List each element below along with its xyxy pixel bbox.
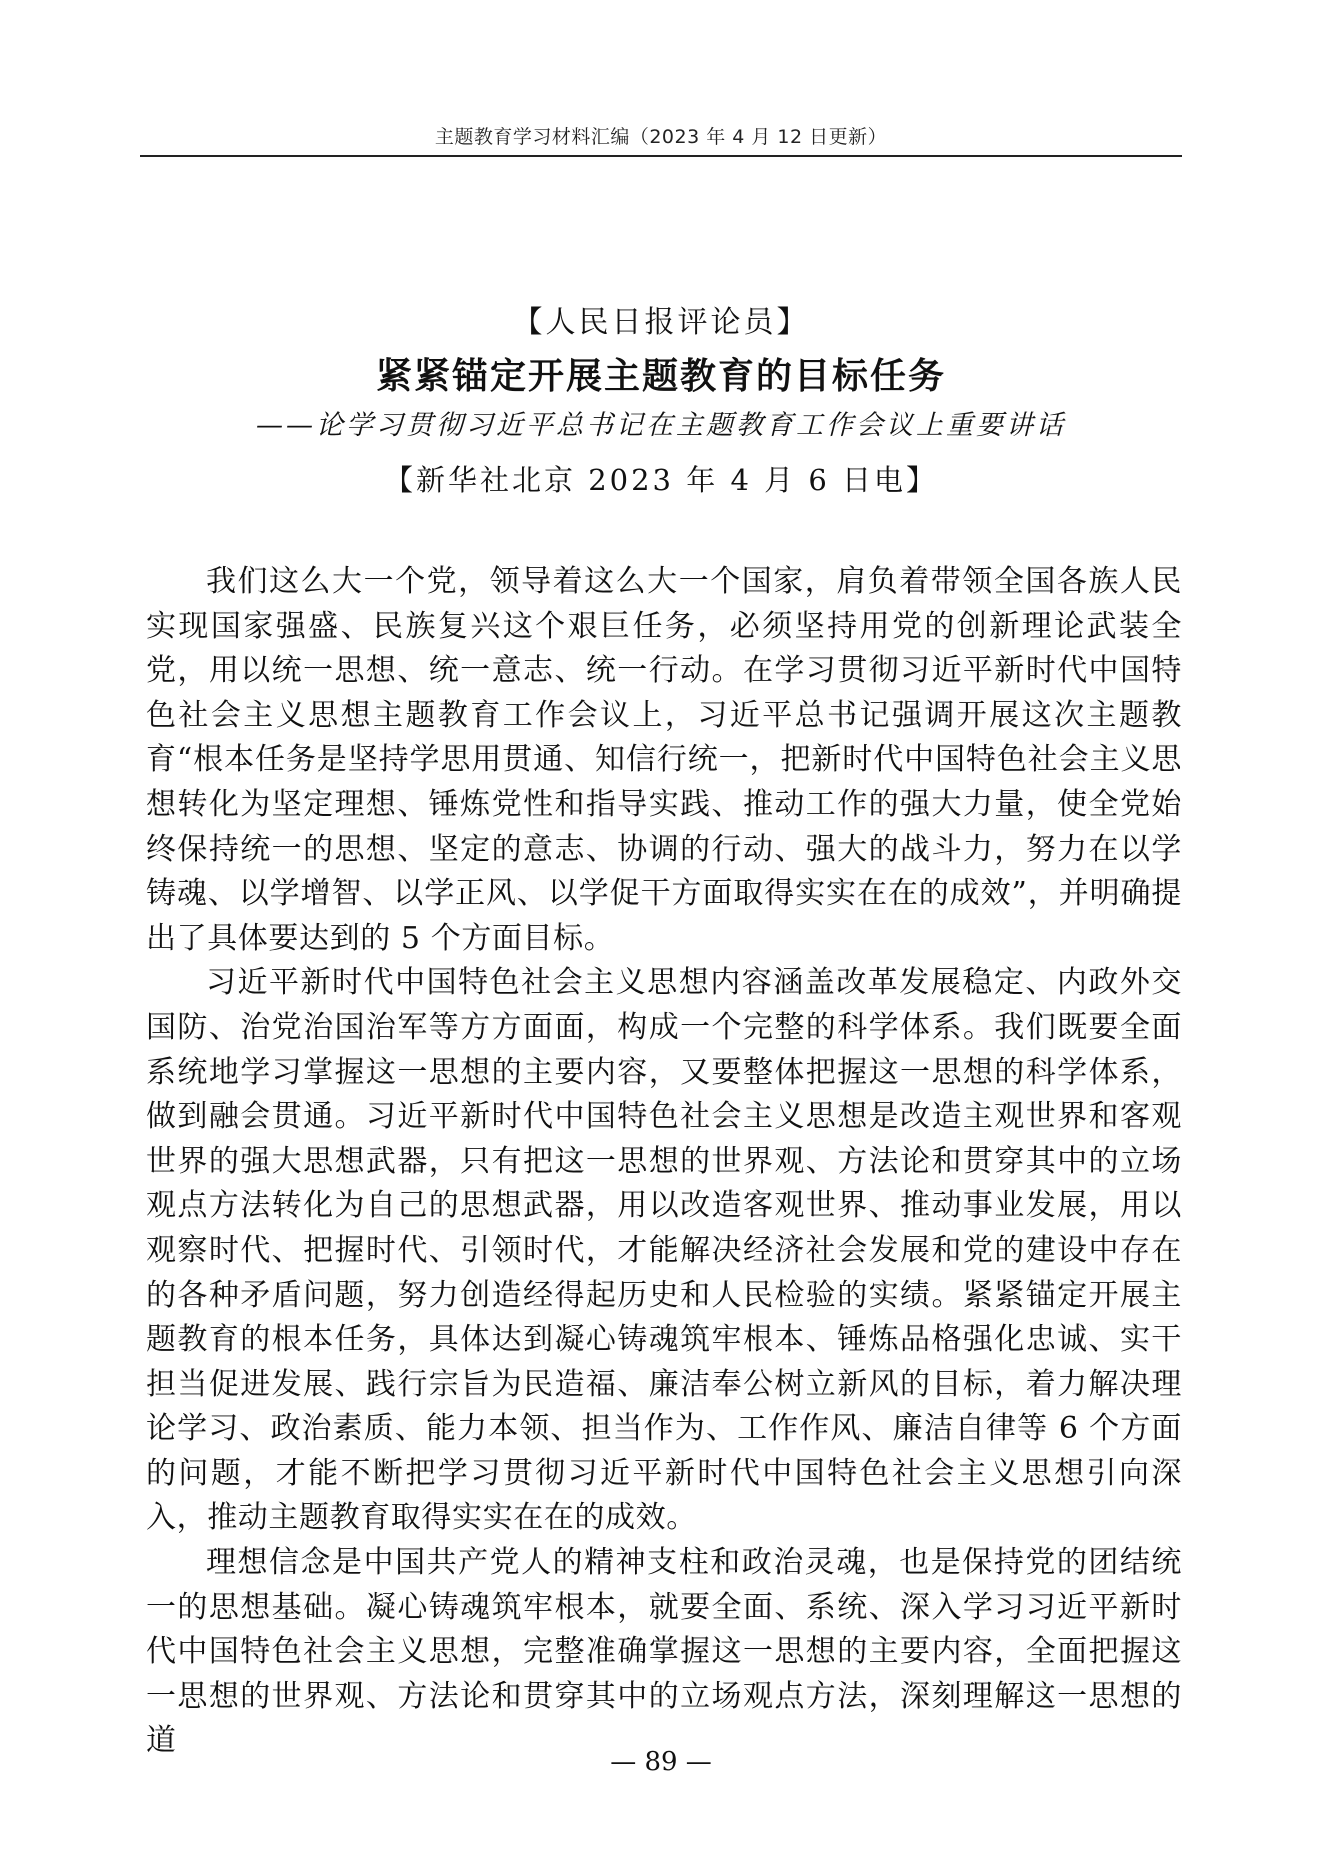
- running-header: 主题教育学习材料汇编（2023 年 4 月 12 日更新）: [434, 126, 888, 148]
- page-number: — 89 —: [610, 1747, 712, 1777]
- paragraph-3: 理想信念是中国共产党人的精神支柱和政治灵魂，也是保持党的团结统一的思想基础。凝心铸魂筑牢根本，就要全面、系统、深入学习习近平新时代中国特色社会主义思想，完整准确掌握这一思想的主要内容，全面把握这一思想的世界观、方法论和贯穿其中的立场观点方法，深刻理解这一思想的道: [146, 1545, 1182, 1759]
- byline: 【人民日报评论员】: [512, 305, 810, 340]
- main-title: 紧紧锚定开展主题教育的目标任务: [375, 355, 946, 397]
- subtitle: ——论学习贯彻习近平总书记在主题教育工作会议上重要讲话: [256, 410, 1066, 441]
- dateline: 【新华社北京 2023 年 4 月 6 日电】: [383, 463, 938, 497]
- article-body: [146, 560, 1182, 1764]
- paragraph-2: 习近平新时代中国特色社会主义思想内容涵盖改革发展稳定、内政外交国防、治党治国治军等方方面面，构成一个完整的科学体系。我们既要全面系统地学习掌握这一思想的主要内容，又要整体把握这一思想的科学体系，做到融会贯通。习近平新时代中国特色社会主义思想是改造主观世界和客观世界的强大思想武器，只有把这一思想的世界观、方法论和贯穿其中的立场观点方法转化为自己的思想武器，用以改造客观世界、推动事业发展，用以观察时代、把握时代、引领时代，才能解决经济社会发展和党的建设中存在的各种矛盾问题，努力创造经得起历史和人民检验的实绩。紧紧锚定开展主题教育的根本任务，具体达到凝心铸魂筑牢根本、锤炼品格强化忠诚、实干担当促进发展、践行宗旨为民造福、廉洁奉公树立新风的目标，着力解决理论学习、政治素质、能力本领、担当作为、工作作风、廉洁自律等 6 个方面的问题，才能不断把学习贯彻习近平新时代中国特色社会主义思想引向深入，推动主题教育取得实实在在的成效。: [146, 965, 1182, 1536]
- paragraph-1: 我们这么大一个党，领导着这么大一个国家，肩负着带领全国各族人民实现国家强盛、民族复兴这个艰巨任务，必须坚持用党的创新理论武装全党，用以统一思想、统一意志、统一行动。在学习贯彻习近平新时代中国特色社会主义思想主题教育工作会议上，习近平总书记强调开展这次主题教育“根本任务是坚持学思用贯通、知信行统一，把新时代中国特色社会主义思想转化为坚定理想、锤炼党性和指导实践、推动工作的强大力量，使全党始终保持统一的思想、坚定的意志、协调的行动、强大的战斗力，努力在以学铸魂、以学增智、以学正风、以学促干方面取得实实在在的成效”，并明确提出了具体要达到的 5 个方面目标。: [146, 564, 1182, 956]
- header-rule: [140, 155, 1182, 157]
- article-titles: [140, 300, 1182, 504]
